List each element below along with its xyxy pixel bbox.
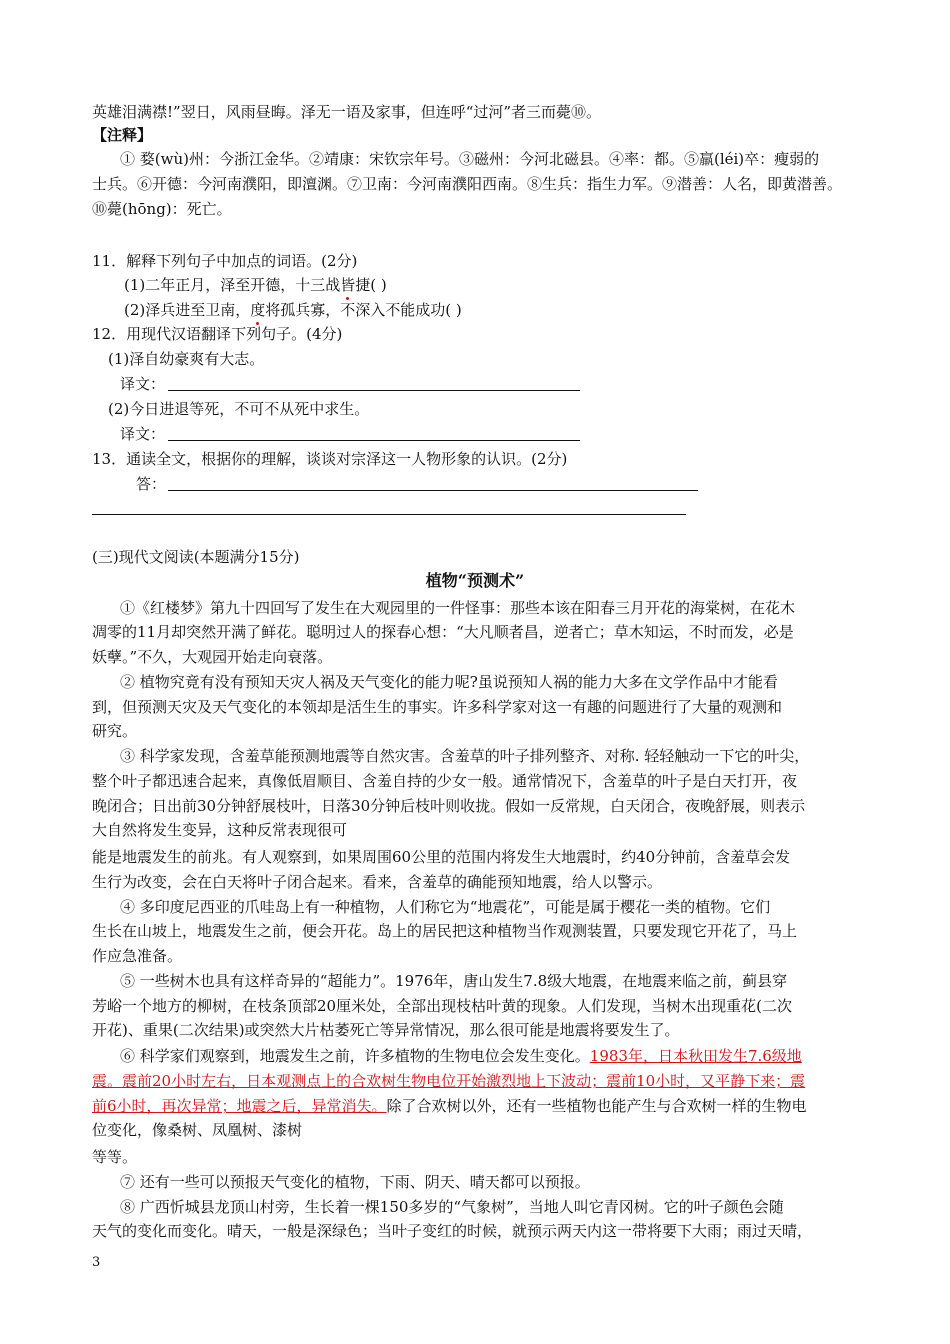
answer-line[interactable] bbox=[168, 390, 580, 391]
paragraph-line: ④ 多印度尼西亚的爪哇岛上有一种植物，人们称它为“地震花”，可能是属于樱花一类的植物。它们 bbox=[120, 898, 771, 916]
answer-line[interactable] bbox=[168, 490, 698, 491]
question-12: 12．用现代汉语翻译下列句子。(4分) bbox=[92, 325, 343, 343]
note-line: 士兵。⑥开德：今河南濮阳，即澶渊。⑦卫南：今河南濮阳西南。⑧生兵：指生力军。⑨潜善：人名，即黄潜善。 bbox=[92, 175, 843, 193]
paragraph-line: 开花)、重果(二次结果)或突然大片枯萎死亡等异常情况，那么很可能是地震将要发生了。 bbox=[92, 1021, 680, 1039]
paragraph-line bbox=[120, 1045, 802, 1067]
paragraph-line: 到，但预测天灾及天气变化的本领却是活生生的事实。许多科学家对这一有趣的问题进行了大量的观测和 bbox=[92, 698, 783, 716]
q11-2-answer-blank: 将孤兵寡，不深入不能成功( ) bbox=[265, 301, 462, 319]
highlighted-text: 1983年，日本秋田发生7.6级地 bbox=[589, 1047, 802, 1065]
paragraph-line: ⑧ 广西忻城县龙顶山村旁，生长着一棵150多岁的“气象树”，当地人叫它青冈树。它的叶子颜色会随 bbox=[120, 1198, 784, 1216]
paragraph-line: 整个叶子都迅速合起来，真像低眉顺目、含羞自持的少女一般。通常情况下，含羞草的叶子是白天打开，夜 bbox=[92, 772, 798, 790]
text-line: 英雄泪满襟!”翌日，风雨昼晦。泽无一语及家事，但连呼“过河”者三而薨⑩。 bbox=[92, 103, 602, 121]
paragraph-text: ⑥ 科学家们观察到，地震发生之前，许多植物的生物电位会发生变化。 bbox=[120, 1047, 590, 1065]
notes-heading: 【注释】 bbox=[92, 126, 153, 144]
translation-label: 译文： bbox=[120, 425, 166, 443]
section-heading: (三)现代文阅读(本题满分15分) bbox=[92, 548, 300, 566]
paragraph-line: 生行为改变，会在白天将叶子闭合起来。看来，含羞草的确能预知地震，给人以警示。 bbox=[92, 873, 663, 891]
translation-label: 译文： bbox=[120, 375, 166, 393]
q11-1-answer-blank: 捷( ) bbox=[355, 276, 387, 294]
answer-line[interactable] bbox=[168, 440, 580, 441]
note-line: ① 婺(wù)州：今浙江金华。②靖康：宋钦宗年号。③磁州：今河北磁县。④率：都。⑤羸(léi)卒：瘦弱的 bbox=[120, 150, 820, 168]
paragraph-line: 芳峪一个地方的柳树，在枝条顶部20厘米处，全部出现枝枯叶黄的现象。人们发现，当树木出现重花(二次 bbox=[92, 997, 792, 1015]
paragraph-line: 作应急准备。 bbox=[92, 947, 183, 965]
answer-line[interactable] bbox=[92, 514, 686, 515]
dotted-word: 皆 bbox=[340, 276, 356, 294]
q11-2-text: (2)泽兵进至卫南， bbox=[124, 301, 251, 319]
paragraph-line bbox=[92, 1095, 807, 1117]
highlighted-text: 震。震前20小时左右，日本观测点上的合欢树生物电位开始激烈地上下波动；震前10小时，又平静下来；震 bbox=[92, 1072, 806, 1090]
paragraph-line: 等等。 bbox=[92, 1148, 138, 1166]
question-12-2: (2)今日进退等死，不可不从死中求生。 bbox=[108, 400, 370, 418]
paragraph-line bbox=[92, 1070, 805, 1092]
page-number: 3 bbox=[92, 1255, 101, 1270]
paragraph-line: 妖孽。”不久，大观园开始走向衰落。 bbox=[92, 648, 333, 666]
article-title: 植物“预测术” bbox=[425, 571, 525, 590]
paragraph-line: 生长在山坡上，地震发生之前，便会开花。岛上的居民把这种植物当作观测装置，只要发现它开花了，马上 bbox=[92, 922, 798, 940]
question-12-1: (1)泽自幼豪爽有大志。 bbox=[108, 350, 265, 368]
question-11: 11．解释下列句子中加点的词语。(2分) bbox=[92, 252, 358, 270]
note-line: ⑩薨(hōng)：死亡。 bbox=[92, 200, 232, 218]
paragraph-line: 晚闭合；日出前30分钟舒展枝叶，日落30分钟后枝叶则收拢。假如一反常规，白天闭合，夜晚舒展，则表示 bbox=[92, 797, 806, 815]
paragraph-line: ⑤ 一些树木也具有这样奇异的“超能力”。1976年，唐山发生7.8级大地震，在地震来临之前，蓟县穿 bbox=[120, 972, 788, 990]
question-11-2 bbox=[124, 299, 462, 321]
highlighted-text: 前6小时，再次异常；地震之后，异常消失。 bbox=[92, 1097, 387, 1115]
paragraph-line: ⑦ 还有一些可以预报天气变化的植物，下雨、阴天、晴天都可以预报。 bbox=[120, 1173, 590, 1191]
dotted-word: 度 bbox=[250, 301, 266, 319]
paragraph-text: 除了合欢树以外，还有一些植物也能产生与合欢树一样的生物电 bbox=[386, 1097, 807, 1115]
paragraph-line: 研究。 bbox=[92, 722, 138, 740]
paragraph-line: 位变化，像桑树、凤凰树、漆树 bbox=[92, 1121, 303, 1139]
question-13: 13．通读全文，根据你的理解，谈谈对宗泽这一人物形象的认识。(2分) bbox=[92, 450, 568, 468]
paragraph-line: ② 植物究竟有没有预知天灾人祸及天气变化的能力呢?虽说预知人祸的能力大多在文学作品中才能看 bbox=[120, 673, 778, 691]
paragraph-line: ①《红楼梦》第九十四回写了发生在大观园里的一件怪事：那些本该在阳春三月开花的海棠树，在花木 bbox=[120, 599, 796, 617]
answer-label: 答： bbox=[136, 475, 167, 493]
paragraph-line: 大自然将发生变异，这种反常表现很可 bbox=[92, 821, 348, 839]
paragraph-line: 天气的变化而变化。晴天，一般是深绿色；当叶子变红的时候，就预示两天内这一带将要下大雨；雨过天晴， bbox=[92, 1222, 813, 1240]
paragraph-line: 凋零的11月却突然开满了鲜花。聪明过人的探春心想：“大凡顺者昌，逆者亡；草木知运，不时而发，必是 bbox=[92, 623, 794, 641]
paragraph-line: ③ 科学家发现，含羞草能预测地震等自然灾害。含羞草的叶子排列整齐、对称. 轻轻触动一下它的叶尖， bbox=[120, 747, 810, 765]
question-11-1 bbox=[124, 274, 387, 296]
q11-1-text: (1)二年正月，泽至开德，十三战 bbox=[124, 276, 341, 294]
paragraph-line: 能是地震发生的前兆。有人观察到，如果周围60公里的范围内将发生大地震时，约40分钟前，含羞草会发 bbox=[92, 848, 791, 866]
